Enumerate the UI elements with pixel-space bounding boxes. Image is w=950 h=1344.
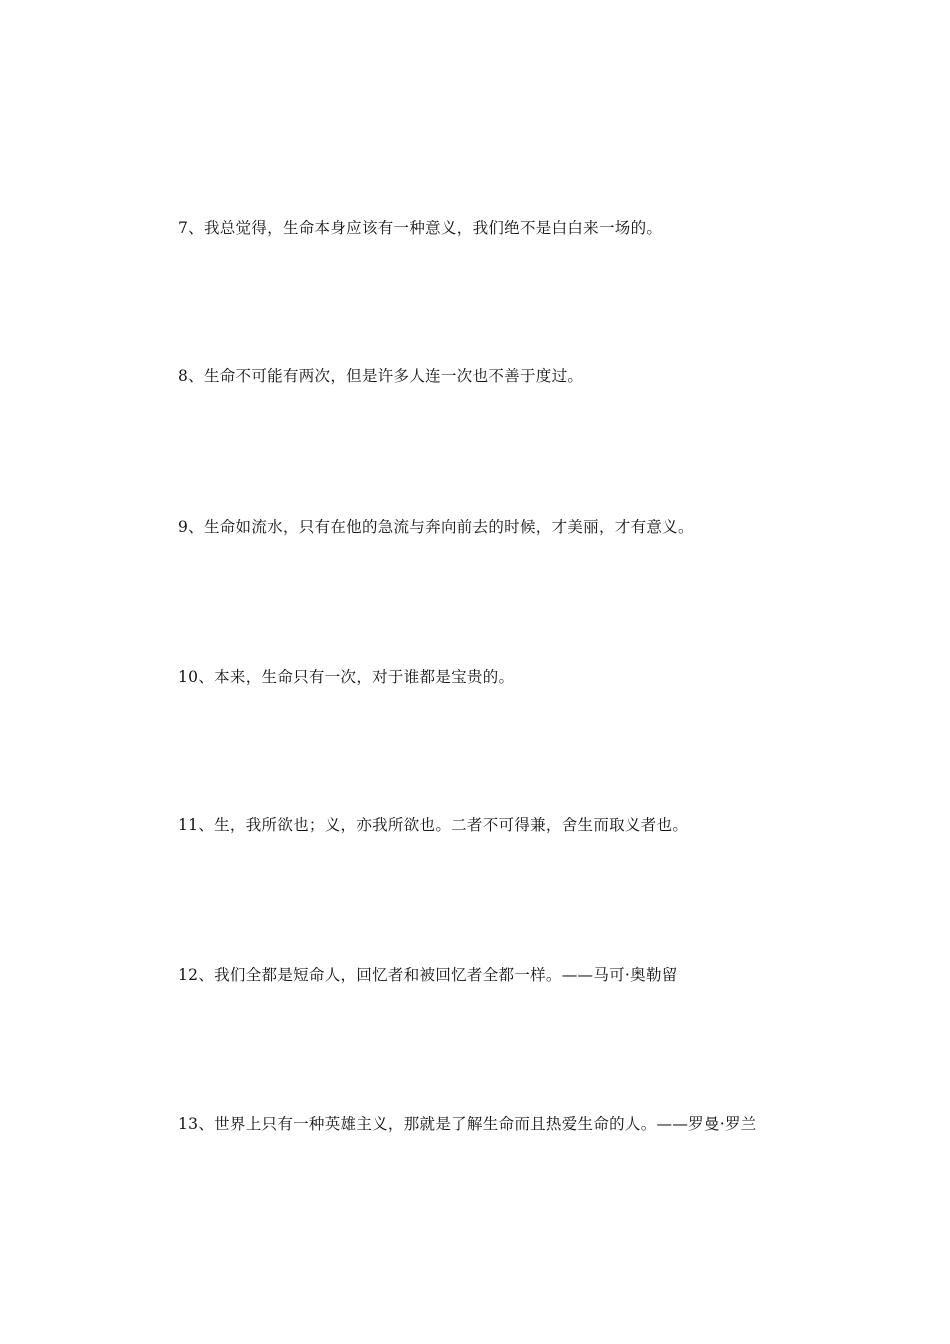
quote-paragraph-10: 10、本来，生命只有一次，对于谁都是宝贵的。 — [178, 667, 515, 686]
quote-paragraph-12: 12、我们全都是短命人，回忆者和被回忆者全都一样。——马可·奥勒留 — [178, 965, 678, 984]
quote-paragraph-9: 9、生命如流水，只有在他的急流与奔向前去的时候，才美丽，才有意义。 — [178, 517, 694, 536]
quote-paragraph-11: 11、生，我所欲也；义，亦我所欲也。二者不可得兼，舍生而取义者也。 — [178, 815, 689, 834]
quote-paragraph-8: 8、生命不可能有两次，但是许多人连一次也不善于度过。 — [178, 366, 584, 385]
quote-paragraph-13: 13、世界上只有一种英雄主义，那就是了解生命而且热爱生命的人。——罗曼·罗兰 — [178, 1114, 757, 1133]
quote-paragraph-7: 7、我总觉得，生命本身应该有一种意义，我们绝不是白白来一场的。 — [178, 218, 663, 237]
